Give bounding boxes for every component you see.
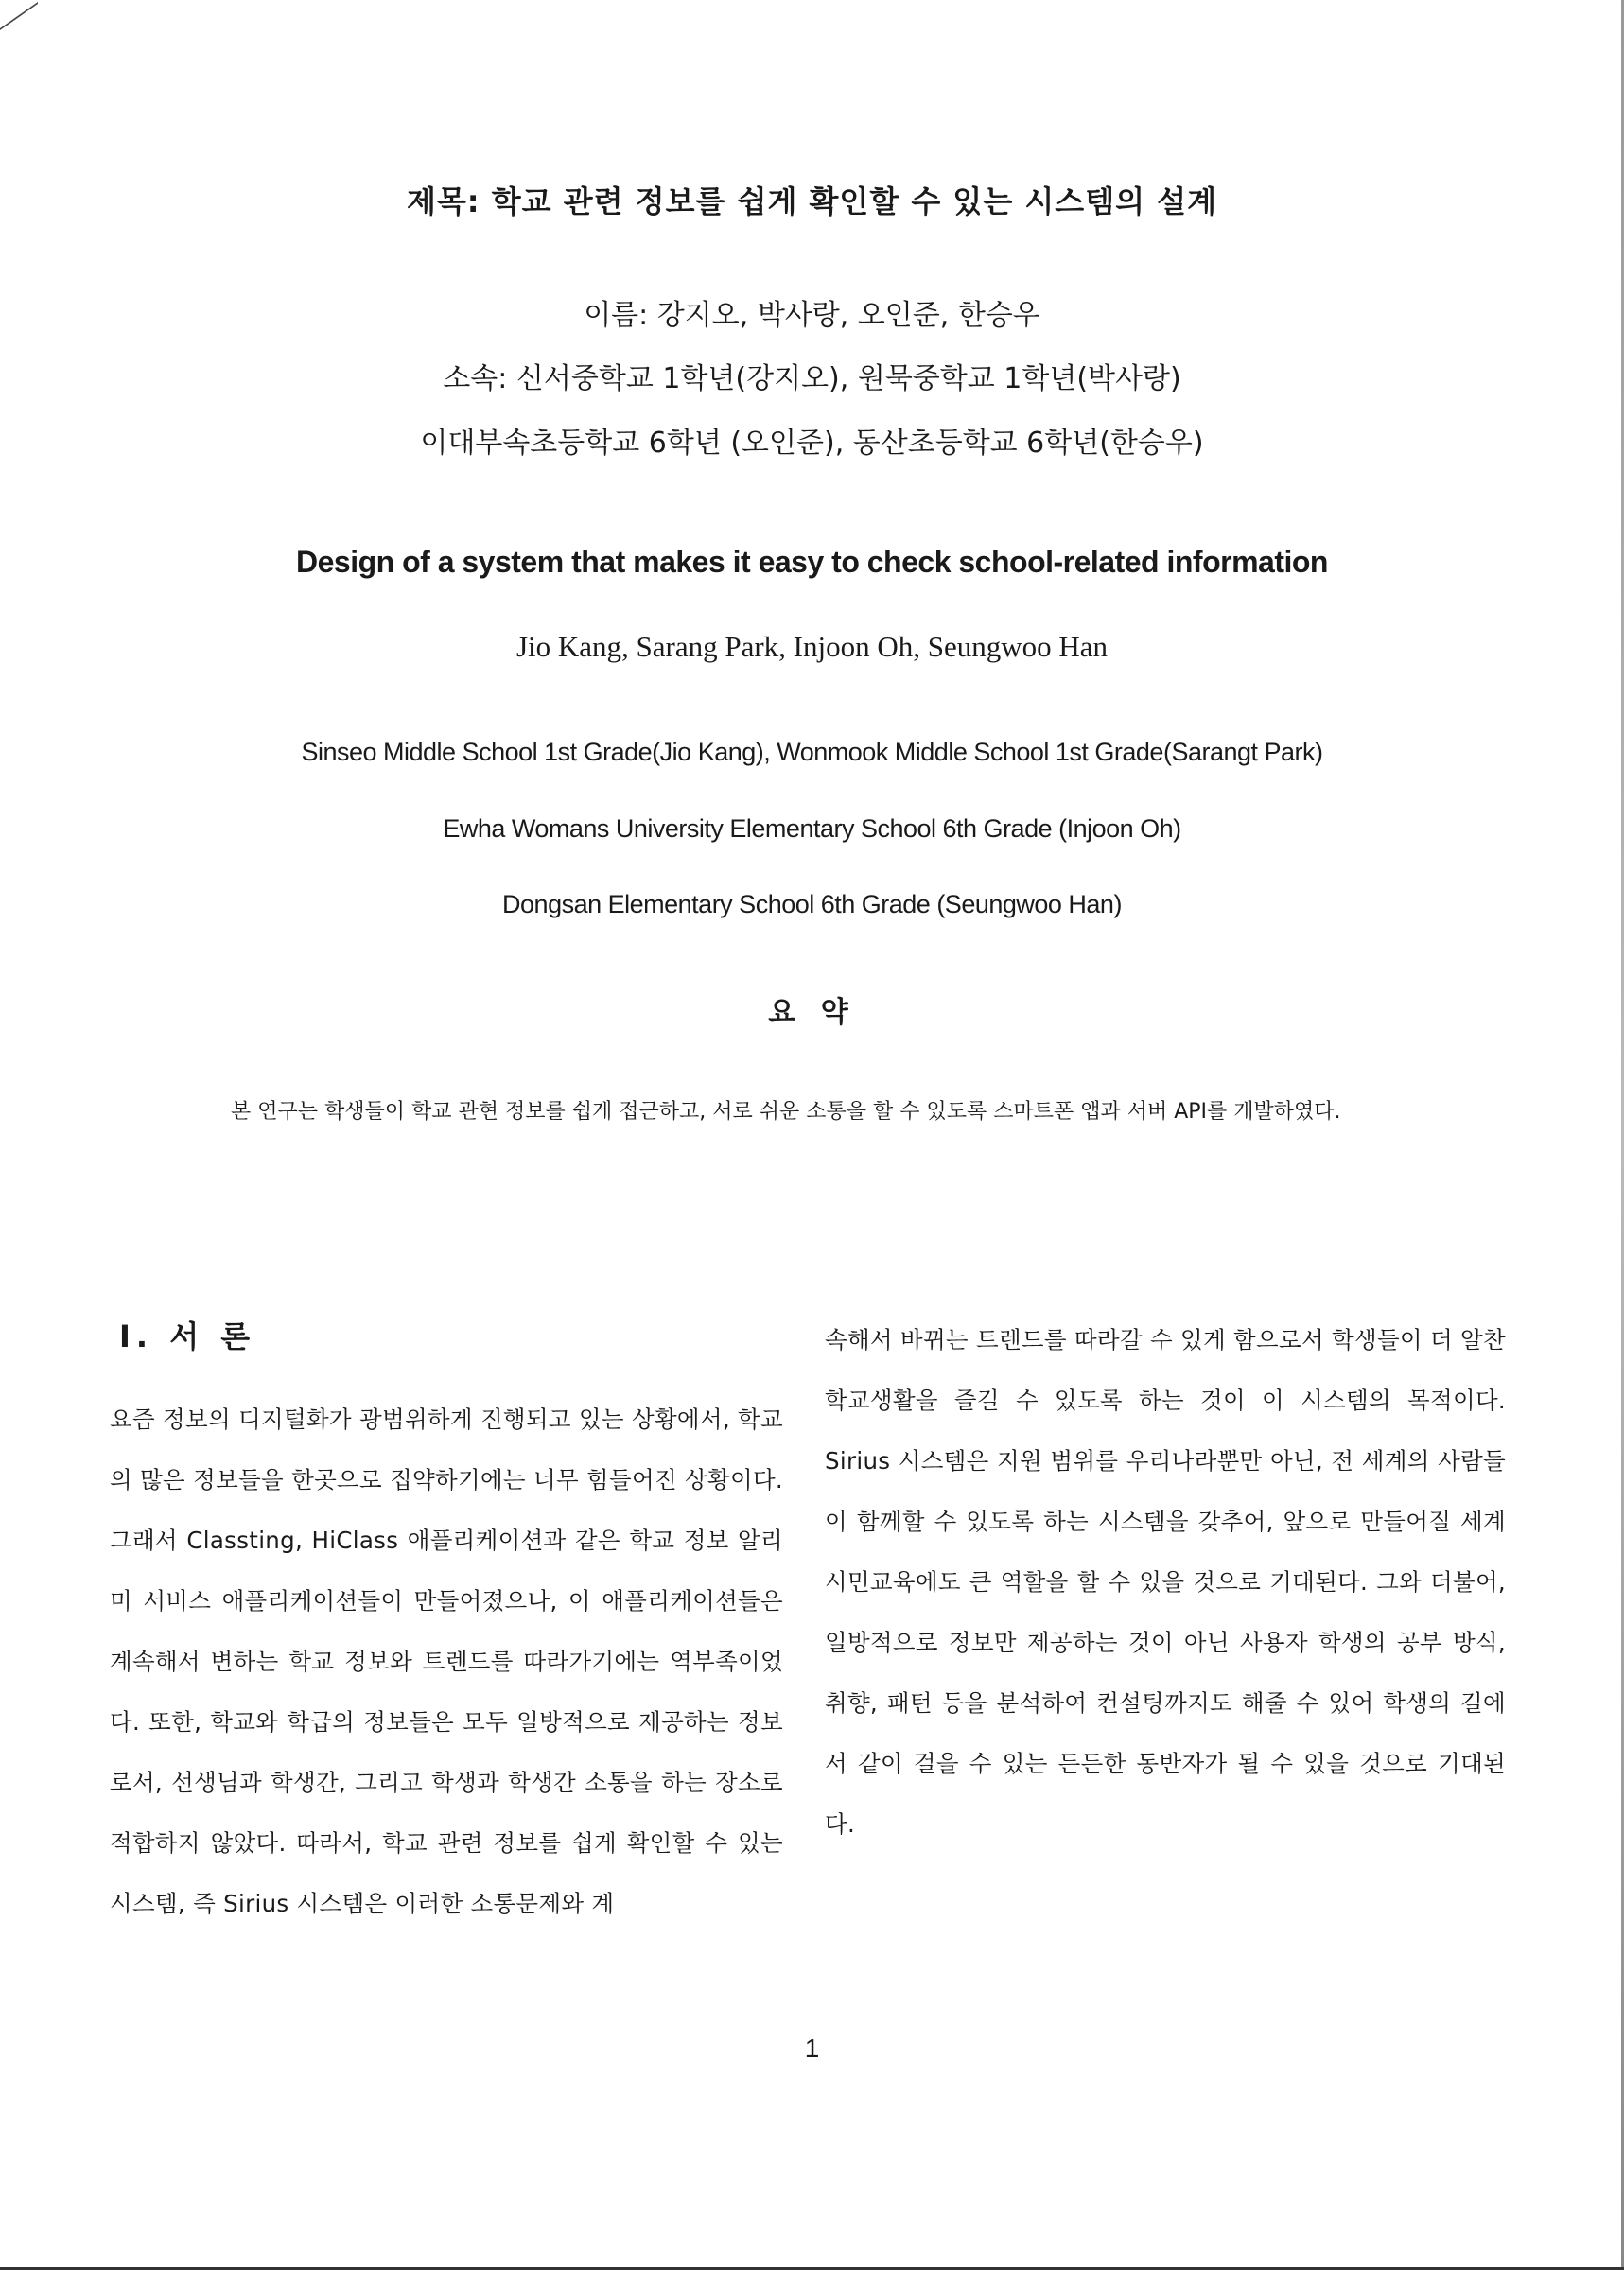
section-heading-introduction: I. 서 론 — [119, 1318, 256, 1354]
title-english: Design of a system that makes it easy to check school-related information — [296, 545, 1328, 579]
title-korean: 제목: 학교 관련 정보를 쉽게 확인할 수 있는 시스템의 설계 — [406, 183, 1218, 219]
affiliation-korean-line-1: 소속: 신서중학교 1학년(강지오), 원묵중학교 1학년(박사랑) — [443, 362, 1181, 395]
introduction-right-column: 속해서 바뀌는 트렌드를 따라갈 수 있게 함으로서 학생들이 더 알찬 학교생활을 즐길 수 있도록 하는 것이 이 시스템의 목적이다. Sirius 시스템은 지원 범위를 우리나라뿐만 아닌, 전 세계의 사람들이 함께할 수 있도록 하는 시스템을 갖추어, 앞으로 만들어질 세계시민교육에도 큰 역할을 할 수 있을 것으로 기대된다. 그와 더불어, 일방적으로 정보만 제공하는 것이 아닌 사용자 학생의 공부 방식, 취향, 패턴 등을 분석하여 컨설팅까지도 해줄 수 있어 학생의 길에서 같이 걸을 수 있는 든든한 동반자가 될 수 있을 것으로 기대된다. — [825, 1326, 1506, 1838]
affiliation-korean-line-2: 이대부속초등학교 6학년 (오인준), 동산초등학교 6학년(한승우) — [420, 427, 1204, 460]
authors-korean: 이름: 강지오, 박사랑, 오인준, 한승우 — [584, 299, 1040, 332]
affiliation-english-line-2: Ewha Womans University Elementary School 6th Grade (Injoon Oh) — [443, 814, 1181, 843]
scan-corner-mark — [0, 0, 38, 30]
introduction-left-column: 요즘 정보의 디지털화가 광범위하게 진행되고 있는 상황에서, 학교의 많은 정보들을 한곳으로 집약하기에는 너무 힘들어진 상황이다. 그래서 Classting, HiClass 애플리케이션과 같은 학교 정보 알리미 서비스 애플리케이션들이 만들어졌으나, 이 애플리케이션들은 계속해서 변하는 학교 정보와 트렌드를 따라가기에는 역부족이었다. 또한, 학교와 학급의 정보들은 모두 일방적으로 제공하는 정보로서, 선생님과 학생간, 그리고 학생과 학생간 소통을 하는 장소로 적합하지 않았다. 따라서, 학교 관련 정보를 쉽게 확인할 수 있는 시스템, 즉 Sirius 시스템은 이러한 소통문제와 계 — [110, 1406, 783, 1917]
authors-english: Jio Kang, Sarang Park, Injoon Oh, Seungwoo Han — [515, 630, 1109, 663]
affiliation-english-line-3: Dongsan Elementary School 6th Grade (Seungwoo Han) — [502, 890, 1122, 918]
abstract-heading: 요 약 — [768, 996, 856, 1029]
affiliation-english-line-1: Sinseo Middle School 1st Grade(Jio Kang), Wonmook Middle School 1st Grade(Sarangt Park) — [301, 738, 1323, 766]
page-number: 1 — [804, 2034, 820, 2063]
abstract-text: 본 연구는 학생들이 학교 관현 정보를 쉽게 접근하고, 서로 쉬운 소통을 할 수 있도록 스마트폰 앱과 서버 API를 개발하였다. — [231, 1100, 1341, 1124]
